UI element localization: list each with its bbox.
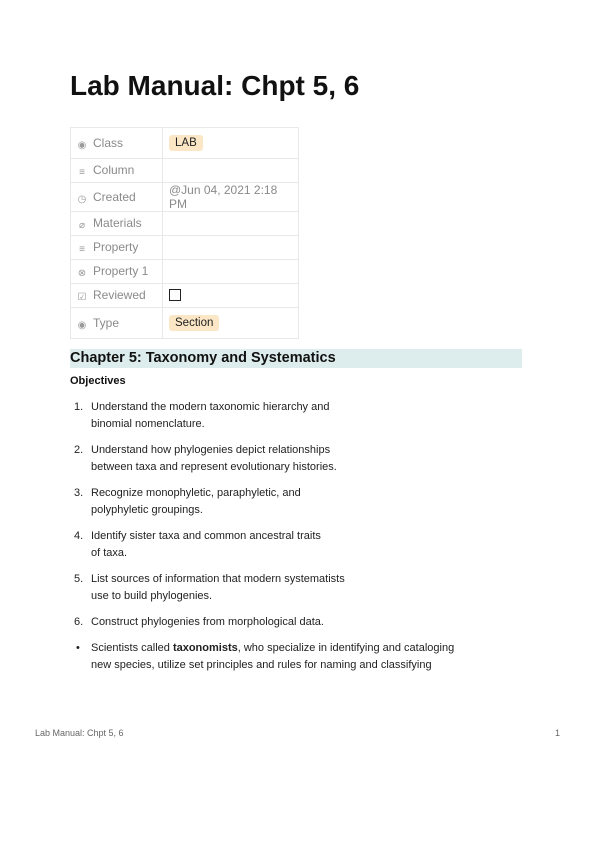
objective-text-line1: Understand how phylogenies depict relationships xyxy=(91,444,331,456)
property-name: Materials xyxy=(93,216,142,230)
bullet-item xyxy=(74,640,534,674)
property-name: Type xyxy=(93,315,120,330)
objective-item xyxy=(74,571,534,605)
property-name: Property 1 xyxy=(93,264,149,278)
objective-number: 1. xyxy=(74,401,84,413)
property-name: Column xyxy=(93,163,135,177)
property-row xyxy=(71,128,299,159)
bullet-bold-term: taxonomists xyxy=(172,642,238,654)
objective-number: 2. xyxy=(74,444,84,456)
objective-number: 5. xyxy=(74,573,84,585)
checkbox-property-icon: ☑ xyxy=(77,292,87,303)
properties-table xyxy=(70,127,299,339)
objective-item xyxy=(74,528,534,562)
property-row xyxy=(71,260,299,284)
text-icon: ≡ xyxy=(79,244,85,255)
bullet-marker: • xyxy=(76,642,80,654)
objective-number: 6. xyxy=(74,616,84,628)
objective-text-line2: binomial nomenclature. xyxy=(91,418,205,430)
property-value-cell[interactable] xyxy=(163,183,299,212)
property-name-cell xyxy=(71,159,163,183)
property-value-cell[interactable] xyxy=(163,159,299,183)
objective-text-line1: Construct phylogenies from morphological data. xyxy=(91,616,324,628)
objective-item xyxy=(74,614,534,631)
objective-text-line2: between taxa and represent evolutionary histories. xyxy=(91,461,337,473)
property-value: @Jun 04, 2021 2:18 PM xyxy=(169,183,278,211)
property-name: Reviewed xyxy=(93,288,146,302)
property-name-cell xyxy=(71,212,163,236)
property-name: Property xyxy=(93,240,139,254)
objective-text-line1: List sources of information that modern systematists xyxy=(91,573,345,585)
chapter-heading: Chapter 5: Taxonomy and Systematics xyxy=(70,349,522,368)
relation-icon: ⊗ xyxy=(77,268,87,279)
property-name-cell xyxy=(71,284,163,308)
property-row xyxy=(71,212,299,236)
objective-number: 4. xyxy=(74,530,84,542)
select-tag[interactable]: Section xyxy=(169,315,219,331)
property-row xyxy=(71,308,299,339)
property-row xyxy=(71,183,299,212)
property-value-cell[interactable] xyxy=(163,260,299,284)
property-value-cell[interactable] xyxy=(163,128,299,159)
objectives-heading: Objectives xyxy=(70,375,126,387)
property-value-cell[interactable] xyxy=(163,284,299,308)
page-title: Lab Manual: Chpt 5, 6 xyxy=(70,70,360,101)
objective-text-line1: Identify sister taxa and common ancestral traits xyxy=(91,530,321,542)
select-tag[interactable]: LAB xyxy=(169,135,203,151)
objective-text-line2: polyphyletic groupings. xyxy=(91,504,203,516)
footer-title: Lab Manual: Chpt 5, 6 xyxy=(35,728,124,738)
property-value-cell[interactable] xyxy=(163,236,299,260)
clock-icon: ◷ xyxy=(77,193,87,205)
bullet-text-line2: new species, utilize set principles and rules for naming and classifying xyxy=(91,659,432,671)
property-name-cell xyxy=(71,236,163,260)
objective-item xyxy=(74,399,534,433)
objective-text-line2: of taxa. xyxy=(91,547,128,559)
objective-text-line1: Recognize monophyletic, paraphyletic, and xyxy=(91,487,301,499)
objective-text-line1: Understand the modern taxonomic hierarchy and xyxy=(91,401,330,413)
property-row xyxy=(71,159,299,183)
objectives-list xyxy=(74,399,534,674)
bullet-text-post: , who specialize in identifying and cataloging xyxy=(237,642,455,654)
property-name: Class xyxy=(93,135,124,150)
bullet-text-pre: Scientists called xyxy=(91,642,173,654)
property-name-cell xyxy=(71,183,163,212)
property-name-cell xyxy=(71,260,163,284)
property-value-cell[interactable] xyxy=(163,212,299,236)
select-icon: ◉ xyxy=(77,319,87,331)
property-value-cell[interactable] xyxy=(163,308,299,339)
objective-item xyxy=(74,442,534,476)
property-row xyxy=(71,236,299,260)
objective-number: 3. xyxy=(74,487,84,499)
objective-text-line2: use to build phylogenies. xyxy=(91,590,213,602)
reviewed-checkbox[interactable] xyxy=(169,289,181,301)
property-row xyxy=(71,284,299,308)
property-name: Created xyxy=(93,189,136,204)
objective-item xyxy=(74,485,534,519)
paperclip-icon: ⌀ xyxy=(78,220,86,231)
page-number: 1 xyxy=(555,728,561,738)
property-name-cell xyxy=(71,308,163,339)
select-icon: ◉ xyxy=(77,139,87,151)
property-name-cell xyxy=(71,128,163,159)
text-icon: ≡ xyxy=(79,167,85,178)
